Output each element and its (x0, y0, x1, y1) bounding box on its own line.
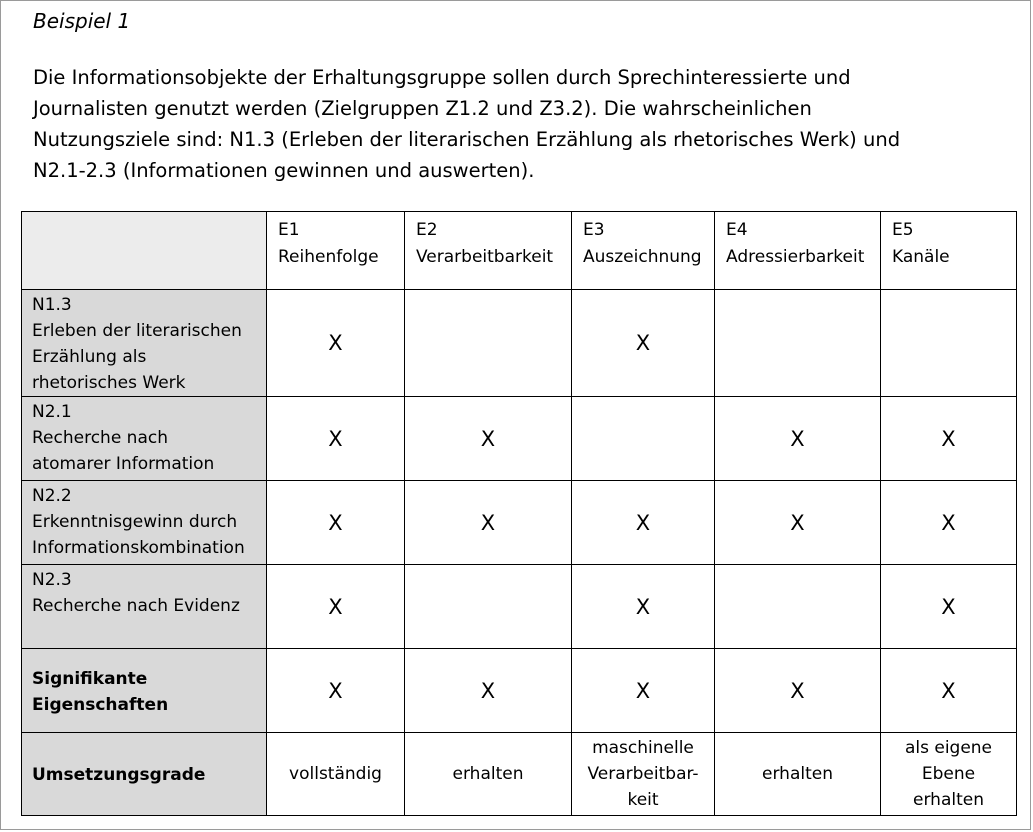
goal-desc-line: Recherche nach Evidenz (32, 596, 240, 616)
column-name: Auszeichnung (583, 247, 702, 267)
implementation-line: Ebene (921, 764, 976, 784)
mark-cell: X (572, 481, 715, 565)
column-code: E5 (892, 220, 914, 240)
corner-cell (22, 212, 267, 290)
implementation-line: erhalten (762, 764, 833, 784)
mark-cell: X (881, 397, 1017, 481)
column-name: Adressierbarkeit (726, 247, 865, 267)
row-header-implementation: Umsetzungsgrade (22, 733, 267, 816)
table-row-n2-1 (22, 397, 1017, 481)
column-name: Kanäle (892, 247, 950, 267)
mark-cell: X (881, 565, 1017, 649)
implementation-line: erhalten (913, 790, 984, 810)
goal-code: N2.3 (32, 570, 72, 590)
mark-cell: X (572, 565, 715, 649)
mark-cell: X (267, 481, 405, 565)
mark-cell (881, 290, 1017, 397)
goal-code: N2.1 (32, 402, 72, 422)
mark-cell (405, 565, 572, 649)
goal-desc-line: rhetorisches Werk (32, 373, 186, 393)
implementation-cell-e5 (881, 733, 1017, 816)
table-row-n2-3 (22, 565, 1017, 649)
mark-cell (715, 565, 881, 649)
implementation-line: Verarbeitbar- (587, 764, 699, 784)
mark-cell: X (881, 649, 1017, 733)
implementation-line: erhalten (452, 764, 524, 784)
mark-cell: X (572, 649, 715, 733)
table-row-significant (22, 649, 1017, 733)
row-header-n2-3 (22, 565, 267, 649)
goal-code: N1.3 (32, 295, 72, 315)
mark-cell: X (715, 481, 881, 565)
mark-cell: X (715, 649, 881, 733)
mark-cell: X (881, 481, 1017, 565)
intro-paragraph (33, 62, 993, 186)
column-code: E4 (726, 220, 748, 240)
implementation-cell-e3 (572, 733, 715, 816)
table-row-implementation (22, 733, 1017, 816)
goal-code: N2.2 (32, 486, 72, 506)
significant-label-line: Eigenschaften (32, 694, 169, 715)
column-header-e1 (267, 212, 405, 290)
column-code: E3 (583, 220, 605, 240)
implementation-line: als eigene (904, 738, 993, 758)
column-header-e2 (405, 212, 572, 290)
goal-desc-line: Erkenntnisgewinn durch (32, 512, 238, 532)
intro-line: Die Informationsobjekte der Erhaltungsgruppe sollen durch Sprechinteressierte und (33, 66, 851, 89)
mark-cell (715, 290, 881, 397)
goal-desc-line: Erleben der literarischen (32, 321, 242, 341)
intro-line: Journalisten genutzt werden (Zielgruppen Z1.2 und Z3.2). Die wahrscheinlichen (33, 97, 812, 120)
row-header-n1-3 (22, 290, 267, 397)
column-header-e5 (881, 212, 1017, 290)
mark-cell: X (267, 397, 405, 481)
implementation-cell-e2 (405, 733, 572, 816)
goal-desc-line: atomarer Information (32, 454, 215, 474)
goal-desc-line: Informationskombination (32, 538, 245, 558)
implementation-line: maschinelle (592, 738, 694, 758)
goal-desc-line: Recherche nach (32, 428, 168, 448)
mark-cell: X (405, 649, 572, 733)
implementation-line: keit (627, 790, 659, 810)
example-heading: Beispiel 1 (33, 9, 131, 33)
column-header-e3 (572, 212, 715, 290)
implementation-cell-e1 (267, 733, 405, 816)
mark-cell: X (267, 290, 405, 397)
column-name: Reihenfolge (278, 247, 379, 267)
table-header-row (22, 212, 1017, 290)
row-header-significant (22, 649, 267, 733)
mark-cell: X (267, 565, 405, 649)
mark-cell: X (267, 649, 405, 733)
mark-cell: X (405, 481, 572, 565)
row-header-n2-2 (22, 481, 267, 565)
table-row-n1-3 (22, 290, 1017, 397)
implementation-line: vollständig (289, 764, 382, 784)
table-row-n2-2 (22, 481, 1017, 565)
intro-line: N2.1-2.3 (Informationen gewinnen und auswerten). (33, 159, 535, 182)
column-header-e4 (715, 212, 881, 290)
row-header-n2-1 (22, 397, 267, 481)
column-code: E2 (416, 220, 438, 240)
mark-cell: X (715, 397, 881, 481)
column-name: Verarbeitbarkeit (416, 247, 554, 267)
goals-properties-table (21, 211, 1017, 816)
mark-cell: X (572, 290, 715, 397)
mark-cell: X (405, 397, 572, 481)
column-code: E1 (278, 220, 300, 240)
significant-label-line: Signifikante (32, 668, 148, 689)
intro-line: Nutzungsziele sind: N1.3 (Erleben der literarischen Erzählung als rhetorisches Werk) und (33, 128, 901, 151)
goal-desc-line: Erzählung als (32, 347, 147, 367)
mark-cell (405, 290, 572, 397)
implementation-cell-e4 (715, 733, 881, 816)
mark-cell (572, 397, 715, 481)
